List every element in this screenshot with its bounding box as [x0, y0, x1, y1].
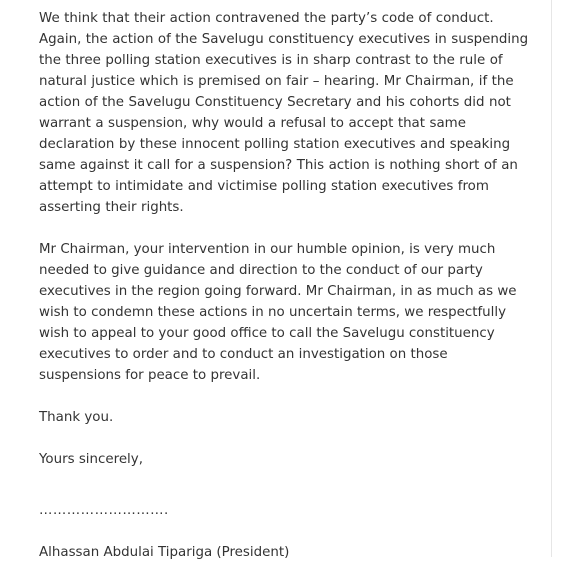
page-gutter	[552, 0, 564, 557]
signatory-name: Alhassan Abdulai Tipariga (President)	[39, 545, 290, 560]
letter-body	[39, 8, 529, 584]
signature-line: ……………………….	[39, 503, 169, 518]
closing-line: Yours sincerely,	[39, 452, 143, 467]
thanks-line: Thank you.	[39, 410, 114, 425]
letter-paragraph-1: We think that their action contravened the party’s code of conduct. Again, the action of the Savelugu constituency executives in suspending the three polling station executives is in sharp contrast to the rule of natural justice which is premised on fair – hearing. Mr Chairman, if the action of the Savelugu Constituency Secretary and his cohorts did not warrant a suspension, why would a refusal to accept that same declaration by these innocent polling station executives and speaking same against it call for a suspension? This action is nothing short of an attempt to intimidate and victimise polling station executives from asserting their rights.	[39, 11, 529, 215]
letter-paragraph-2: Mr Chairman, your intervention in our humble opinion, is very much needed to give guidance and direction to the conduct of our party executives in the region going forward. Mr Chairman, in as much as we wish to condemn these actions in no uncertain terms, we respectfully wish to appeal to your good office to call the Savelugu constituency executives to order and to conduct an investigation on those suspensions for peace to prevail.	[39, 242, 517, 383]
